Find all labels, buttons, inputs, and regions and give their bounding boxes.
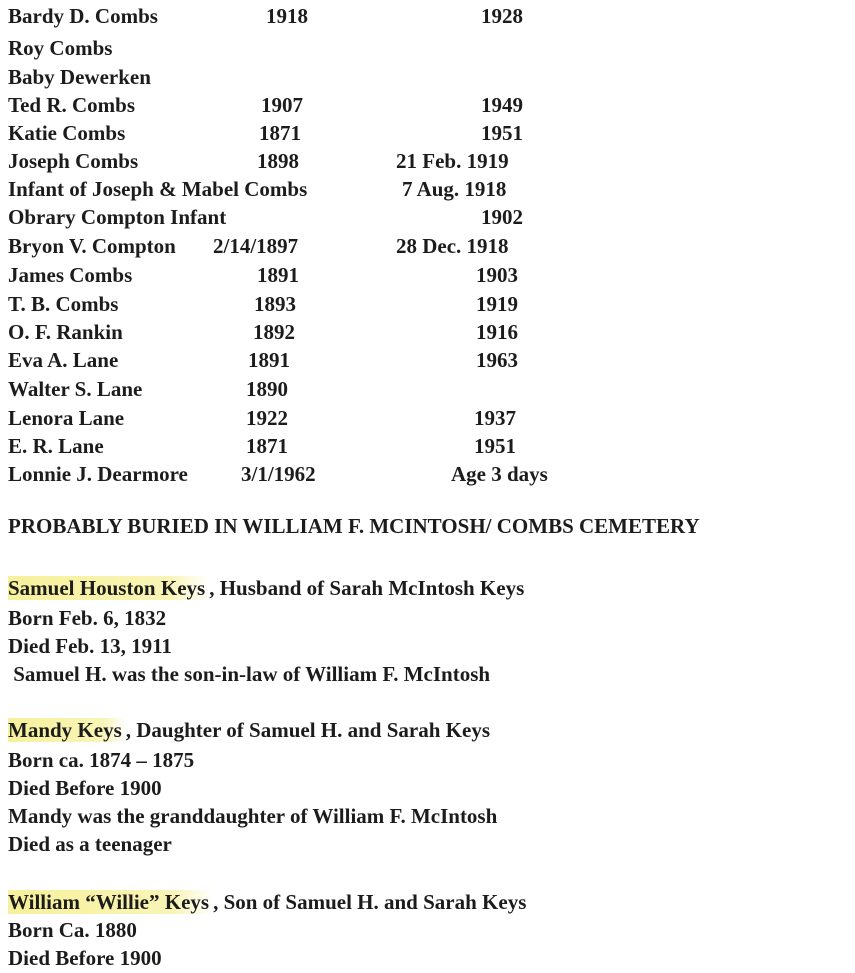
burial-name: Infant of Joseph & Mabel Combs — [8, 177, 308, 201]
burial-name: Obrary Compton Infant — [8, 205, 227, 229]
burial-name: Joseph Combs — [8, 149, 139, 173]
burial-row — [0, 91, 855, 119]
record-name: Mandy Keys — [8, 718, 126, 742]
burial-died: 1951 — [481, 121, 523, 145]
record-name: Samuel Houston Keys — [8, 576, 209, 600]
burial-born: 1871 — [246, 434, 288, 458]
burial-died: 1919 — [476, 292, 518, 316]
burial-name: Walter S. Lane — [8, 377, 143, 401]
burial-row — [0, 63, 855, 91]
record-title — [8, 716, 490, 744]
burial-row — [0, 232, 855, 260]
burial-name: Roy Combs — [8, 36, 113, 60]
record-title — [8, 888, 526, 916]
burial-row — [0, 203, 855, 231]
burial-row — [0, 432, 855, 460]
record-line: Died Before 1900 — [8, 946, 162, 970]
burial-born: 1891 — [248, 348, 290, 372]
section-heading: PROBABLY BURIED IN WILLIAM F. MCINTOSH/ COMBS CEMETERY — [8, 514, 700, 538]
burial-name: James Combs — [8, 263, 133, 287]
burial-born: 1898 — [257, 149, 299, 173]
record-line: Died Feb. 13, 1911 — [8, 634, 172, 658]
burial-died: 1928 — [481, 4, 523, 28]
burial-row — [0, 346, 855, 374]
burial-name: Bryon V. Compton — [8, 234, 176, 258]
record-name: William “Willie” Keys — [8, 890, 213, 914]
burial-born: 1918 — [266, 4, 308, 28]
burial-name: Lenora Lane — [8, 406, 125, 430]
burial-died: 1937 — [474, 406, 516, 430]
burial-born: 1891 — [257, 263, 299, 287]
record-line: Mandy was the granddaughter of William F. McIntosh — [8, 804, 498, 828]
burial-died: 1903 — [476, 263, 518, 287]
burial-born: 1892 — [253, 320, 295, 344]
record-line: Born Ca. 1880 — [8, 918, 137, 942]
burial-name: Baby Dewerken — [8, 65, 151, 89]
record-line: Samuel H. was the son-in-law of William F. McIntosh — [8, 662, 491, 686]
record-line: Died as a teenager — [8, 832, 172, 856]
burial-born: 2/14/1897 — [213, 234, 299, 258]
record-line: Died Before 1900 — [8, 776, 162, 800]
burial-born: 1907 — [261, 93, 303, 117]
burial-name: T. B. Combs — [8, 292, 119, 316]
record-relation: , Son of Samuel H. and Sarah Keys — [213, 890, 527, 914]
burial-born: 1922 — [246, 406, 288, 430]
burial-row — [0, 460, 855, 488]
burial-name: Ted R. Combs — [8, 93, 136, 117]
burial-born: 1871 — [259, 121, 301, 145]
record-relation: , Husband of Sarah McIntosh Keys — [209, 576, 525, 600]
burial-died: 1916 — [476, 320, 518, 344]
burial-name: Eva A. Lane — [8, 348, 119, 372]
burial-row — [0, 261, 855, 289]
burial-died: 1902 — [481, 205, 523, 229]
burial-born: 1893 — [254, 292, 296, 316]
record-line: Born Feb. 6, 1832 — [8, 606, 167, 630]
burial-row — [0, 119, 855, 147]
record-relation: , Daughter of Samuel H. and Sarah Keys — [125, 718, 490, 742]
burial-row — [0, 175, 855, 203]
burial-died: 1963 — [476, 348, 518, 372]
burial-row — [0, 318, 855, 346]
burial-row — [0, 404, 855, 432]
record-line: Born ca. 1874 – 1875 — [8, 748, 195, 772]
burial-died: Age 3 days — [451, 462, 548, 486]
burial-row — [0, 34, 855, 62]
burial-name: O. F. Rankin — [8, 320, 123, 344]
burial-died: 21 Feb. 1919 — [396, 149, 509, 173]
burial-died: 7 Aug. 1918 — [402, 177, 507, 201]
burial-name: E. R. Lane — [8, 434, 104, 458]
burial-born: 3/1/1962 — [241, 462, 316, 486]
burial-row — [0, 2, 855, 30]
burial-died: 1951 — [474, 434, 516, 458]
burial-born: 1890 — [246, 377, 288, 401]
burial-name: Bardy D. Combs — [8, 4, 158, 28]
burial-name: Lonnie J. Dearmore — [8, 462, 188, 486]
burial-died: 1949 — [481, 93, 523, 117]
burial-row — [0, 147, 855, 175]
burial-row — [0, 375, 855, 403]
record-title — [8, 574, 524, 602]
burial-died: 28 Dec. 1918 — [396, 234, 509, 258]
burial-name: Katie Combs — [8, 121, 126, 145]
burial-row — [0, 290, 855, 318]
